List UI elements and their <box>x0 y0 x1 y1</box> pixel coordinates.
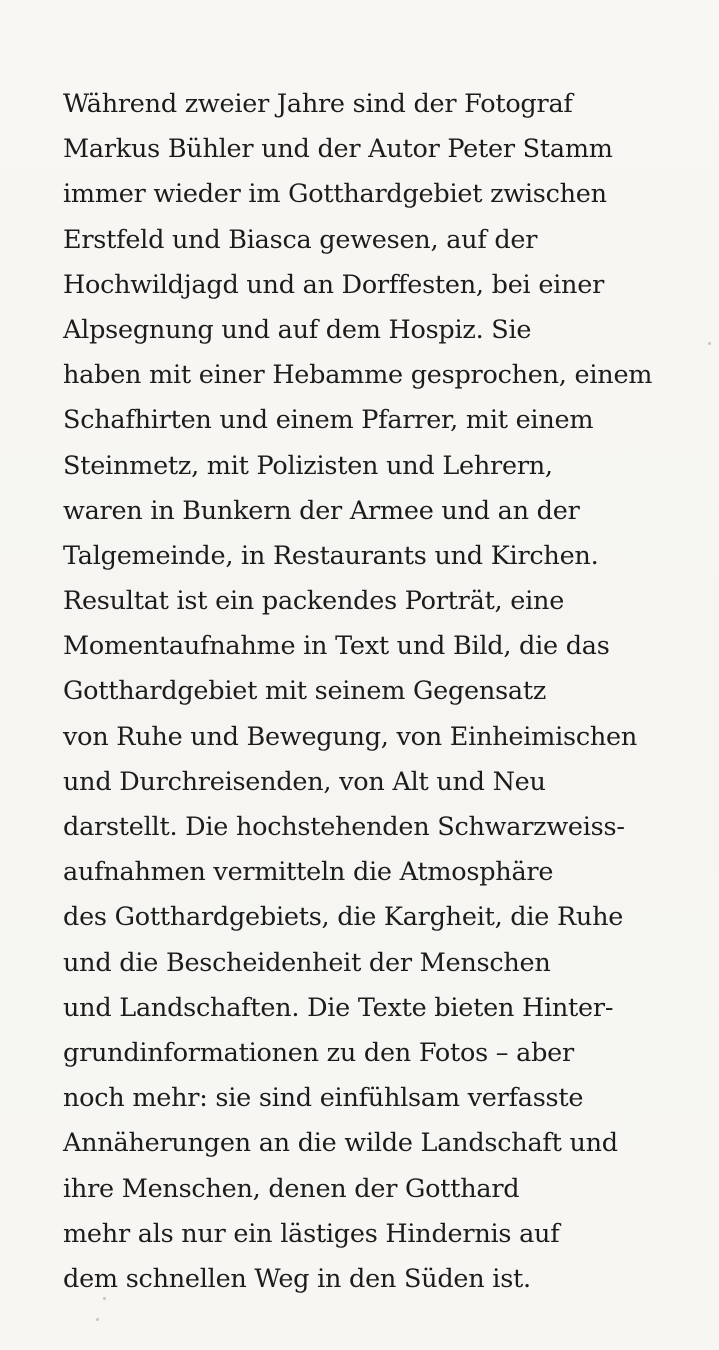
blurb-line: haben mit einer Hebamme gesprochen, einem <box>63 360 653 391</box>
blurb-line: Hochwildjagd und an Dorffesten, bei einer <box>63 269 605 300</box>
blurb-line: waren in Bunkern der Armee und an der <box>63 495 580 526</box>
blurb-line: Annäherungen an die wilde Landschaft und <box>63 1128 618 1159</box>
blurb-line: Gotthardgebiet mit seinem Gegensatz <box>63 676 547 707</box>
paper-speck <box>708 342 711 345</box>
blurb-line: von Ruhe und Bewegung, von Einheimischen <box>63 721 638 752</box>
blurb-line: aufnahmen vermitteln die Atmosphäre <box>63 857 554 888</box>
blurb-line: und Landschaften. Die Texte bieten Hinter- <box>63 992 614 1023</box>
blurb-line: Resultat ist ein packendes Porträt, eine <box>63 586 565 617</box>
blurb-line: Momentaufnahme in Text und Bild, die das <box>63 631 610 662</box>
blurb-line: Schafhirten und einem Pfarrer, mit einem <box>63 405 594 436</box>
blurb-line: Erstfeld und Biasca gewesen, auf der <box>63 224 538 255</box>
paper-speck <box>103 1297 106 1300</box>
blurb-line: und Durchreisenden, von Alt und Neu <box>63 766 546 797</box>
blurb-line: Talgemeinde, in Restaurants und Kirchen. <box>63 540 599 571</box>
blurb-line: Steinmetz, mit Polizisten und Lehrern, <box>63 450 553 481</box>
blurb-line: Alpsegnung und auf dem Hospiz. Sie <box>63 314 532 345</box>
blurb-line: Markus Bühler und der Autor Peter Stamm <box>63 134 613 165</box>
blurb-line: des Gotthardgebiets, die Kargheit, die Ruhe <box>63 902 624 933</box>
paper-speck <box>96 1318 99 1321</box>
blurb-paragraph <box>63 82 703 1302</box>
blurb-line: darstellt. Die hochstehenden Schwarzweiss- <box>63 812 625 842</box>
blurb-line: und die Bescheidenheit der Menschen <box>63 947 551 978</box>
blurb-line: dem schnellen Weg in den Süden ist. <box>63 1263 531 1294</box>
blurb-line: ihre Menschen, denen der Gotthard <box>63 1173 520 1204</box>
blurb-line: Während zweier Jahre sind der Fotograf <box>63 89 573 119</box>
blurb-line: mehr als nur ein lästiges Hindernis auf <box>63 1218 560 1249</box>
blurb-line: grundinformationen zu den Fotos – aber <box>63 1037 574 1068</box>
blurb-line: immer wieder im Gotthardgebiet zwischen <box>63 179 607 210</box>
blurb-line: noch mehr: sie sind einfühlsam verfasste <box>63 1083 584 1114</box>
